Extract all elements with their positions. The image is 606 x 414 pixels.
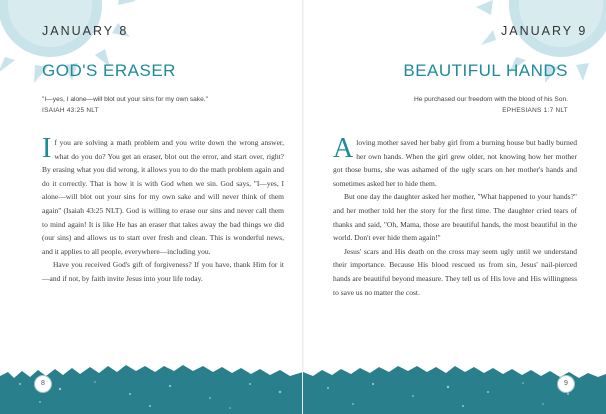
- paragraph: If you are solving a math problem and you write down the wrong answer, what do you do? You get an eraser, blot out the error, and start over, right? By erasing what you did wrong, it allows you to do the math problem again and do it correctly. That is how it is with God when we sin. God says, "I—yes, I alone—will blot out your sins for my own sake and will never think of them again" (Isaiah 43:25 NLT). God is willing to erase our sins and never call them to mind again! It is like He has an eraser that takes away the bad things we did (our sins) and allows us to start over fresh and clean. This is wonderful news, and it applies to all people, everywhere—including you.: [42, 133, 284, 256]
- verse-text: He purchased our freedom with the blood of his Son.: [414, 96, 568, 103]
- devotion-title: BEAUTIFUL HANDS: [403, 61, 568, 80]
- verse-reference: ISAIAH 43:25 NLT: [42, 107, 99, 114]
- paragraph: But one day the daughter asked her mother, "What happened to your hands?" and her mother told her the story for the first time. The daughter cried tears of thanks and said, "Oh, Mama, those are beautiful hands, the most beautiful in the world. Don't ever hide them again!": [333, 192, 577, 243]
- devotion-title: GOD'S ERASER: [42, 61, 176, 80]
- date-heading: JANUARY 9: [501, 24, 588, 38]
- verse-reference: EPHESIANS 1:7 NLT: [502, 107, 568, 114]
- drop-cap: I: [42, 133, 52, 164]
- scripture-verse: [328, 94, 568, 116]
- right-page: [303, 0, 606, 414]
- date-heading: JANUARY 8: [42, 24, 129, 38]
- drop-cap: A: [333, 133, 354, 164]
- paragraph: Jesus' scars and His death on the cross may seem ugly until we understand their importance. Because His blood rescued us from sin, Jesus' nail-pierced hands are beautiful beyond measure. They tell us of His love and His willingness to save us no matter the cost.: [333, 246, 577, 297]
- devotion-body: [42, 133, 284, 286]
- page-number: 9: [557, 375, 575, 393]
- scripture-verse: [42, 94, 272, 116]
- verse-text: "I—yes, I alone—will blot out your sins for my own sake.": [42, 96, 208, 103]
- paragraph: Have you received God's gift of forgiveness? If you have, thank Him for it—and if not, by faith invite Jesus into your life today.: [42, 260, 284, 283]
- devotion-body: [333, 133, 577, 299]
- paragraph: Aloving mother saved her baby girl from a burning house but badly burned her own hands. When the girl grew older, not knowing how her mother got those burns, she was ashamed of the ugly scars on her mother's hands and sometimes asked her to hide them.: [333, 133, 577, 188]
- page-number: 8: [34, 375, 52, 393]
